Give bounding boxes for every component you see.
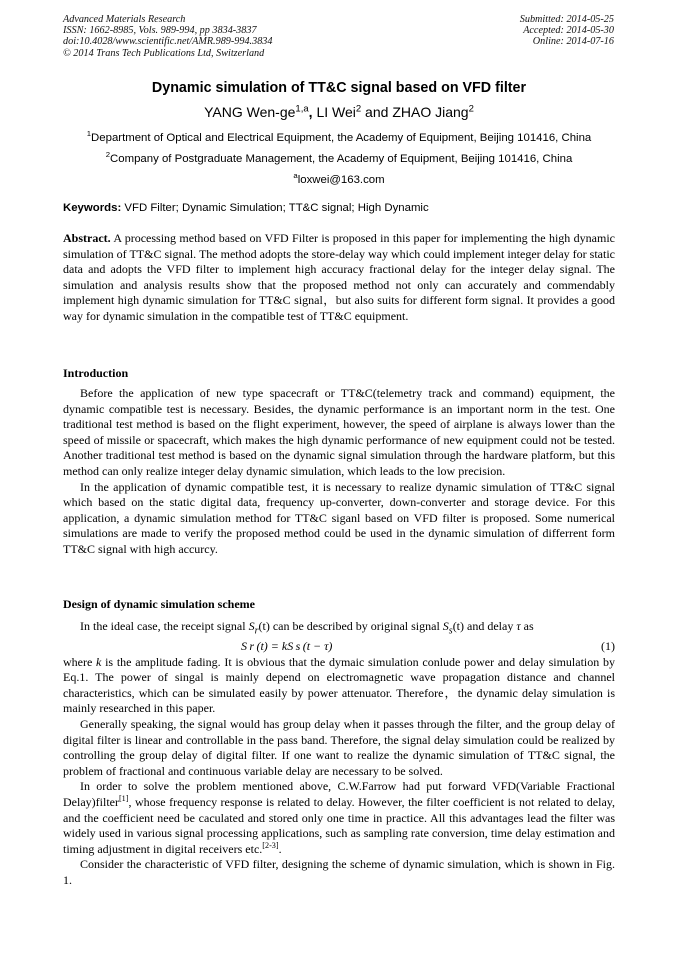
author-2: LI Wei <box>316 104 356 120</box>
author-list <box>0 104 678 120</box>
section-heading-introduction: Introduction <box>63 366 129 380</box>
design-paragraph-2: Generally speaking, the signal would has group delay when it passes through the filter, and the group delay of digital filter is linear and controllable in the pass band. Therefore, the signal delay simulation could be realized by controlling the group delay of digital filter. If one want to realize the dynamic simulation of TT&C signal, the problem of fractional and continuous variable delay are necessary to be solved. <box>63 716 615 778</box>
citation-1[interactable]: [1] <box>118 793 129 803</box>
design-paragraph-1: In the ideal case, the receipt signal $S_r(t)$ can be described by original signal $S_s(t)$ and delay τ as <box>80 619 534 637</box>
publication-dates <box>520 14 614 48</box>
author-2-sup: 2 <box>355 103 362 115</box>
author-sep-2: and <box>361 104 393 120</box>
design-paragraph-1-cont: where k is the amplitude fading. It is obvious that the dymaic simulation conlude power and delay simulation by Eq.1. The power of singal is mainly depend on electromagnetic wave propagation distance and channel characteristics, which can be simulated easily by power attenuator. Therefore，the dynamic delay simulation is mainly researched in this paper. <box>63 654 615 716</box>
abstract <box>63 231 615 325</box>
intro-paragraph-1: Before the application of new type spacecraft or TT&C(telemetry track and command) equipment, the dynamic compatible test is necessary. Besides, the dynamic performance is an important norm in the test. One traditional test method is based on the flight experiment, however, the speed of airplane is always lower than the speed of missile or spacecraft, which makes the high dynamic performance of new equipment could not be tested. Another traditional test method is based on the dynamic signal simulation through the hardware platform, but this method can only realize integer delay dynamic simulation, which leads to the low precision. <box>63 386 615 478</box>
introduction-body <box>63 386 615 558</box>
equation-expression: S r (t) = kS s (t − τ) <box>241 638 333 653</box>
affiliation-1: $^1$Department of Optical and Electrical Equipment, the Academy of Equipment, Beijing 101416, China <box>86 129 592 144</box>
accepted-date: Accepted: 2014-05-30 <box>523 25 614 37</box>
citation-2-3[interactable]: [2-3] <box>262 840 279 850</box>
copyright: © 2014 Trans Tech Publications Ltd, Switzerland <box>63 47 265 59</box>
paper-title: Dynamic simulation of TT&C signal based on VFD filter <box>151 80 527 96</box>
intro-paragraph-2: In the application of dynamic compatible test, it is necessary to realize dynamic simulation of TT&C signal which based on the static digital data, frequency up-converter, down-converter and storage device. For this application, a dynamic simulation method for TT&C siganl based on VFD filter is proposed. Some numerical simulations are made to verify the proposed method could be used in the dynamic simulation of differrent form TT&C signal with high accurcy. <box>63 479 615 556</box>
affiliation-2: $^2$Company of Postgraduate Management, the Academy of Equipment, Beijing 101416, China <box>105 150 573 165</box>
section-heading-design: Design of dynamic simulation scheme <box>63 597 255 611</box>
design-paragraph-4: Consider the characteristic of VFD filter, designing the scheme of dynamic simulation, which is shown in Fig. 1. <box>63 857 615 887</box>
author-3: ZHAO Jiang <box>392 104 469 120</box>
abstract-label: Abstract. <box>63 231 111 245</box>
equation-1 <box>63 639 615 655</box>
design-body <box>63 619 615 888</box>
keywords-text: VFD Filter; Dynamic Simulation; TT&C signal; High Dynamic <box>121 202 429 214</box>
author-email: $^a$loxwei@163.com <box>293 171 385 186</box>
design-paragraph-3: In order to solve the problem mentioned above, C.W.Farrow had put forward VFD(Variable Fractional Delay)filter[1], whose frequency response is related to delay. However, the filter coefficient is not related to delay, and the coefficient need be caculated and stored only one time in practice. All this advantages lead the filter was widely used in various signal processing applications, such as sampling rate conversion, time delay estimation and timing adjustment in digital receivers etc.[2-3]. <box>63 779 615 856</box>
equation-number: (1) <box>601 638 615 653</box>
journal-name: Advanced Materials Research <box>63 14 186 25</box>
doi: doi:10.4028/www.scientific.net/AMR.989-994.3834 <box>63 36 273 48</box>
author-3-sup: 2 <box>468 103 474 115</box>
keywords <box>63 202 615 214</box>
issn: ISSN: 1662-8985, Vols. 989-994, pp 3834-3837 <box>63 25 257 37</box>
author-sep-1: , <box>308 104 317 120</box>
online-date: Online: 2014-07-16 <box>532 36 614 48</box>
abstract-text: A processing method based on VFD Filter is proposed in this paper for implementing the high dynamic simulation of TT&C signal. The method adopts the store-delay way which could implement integer delay for static data and adopts the VFD filter to implement high accuracy fractional delay for the integer delay signal. The simulation and analysis results show that the proposed method not only can accurately and commendably implement high dynamic simulation for TT&C signal，but also suits for different form signal. It provides a good way for dynamic simulation in the compatible test of TT&C equipment. <box>63 231 615 323</box>
journal-info <box>63 14 272 59</box>
author-1: YANG Wen-ge <box>204 104 296 120</box>
author-1-sup: 1,a <box>295 103 309 115</box>
submitted-date: Submitted: 2014-05-25 <box>519 14 614 25</box>
keywords-label: Keywords: <box>63 202 122 214</box>
